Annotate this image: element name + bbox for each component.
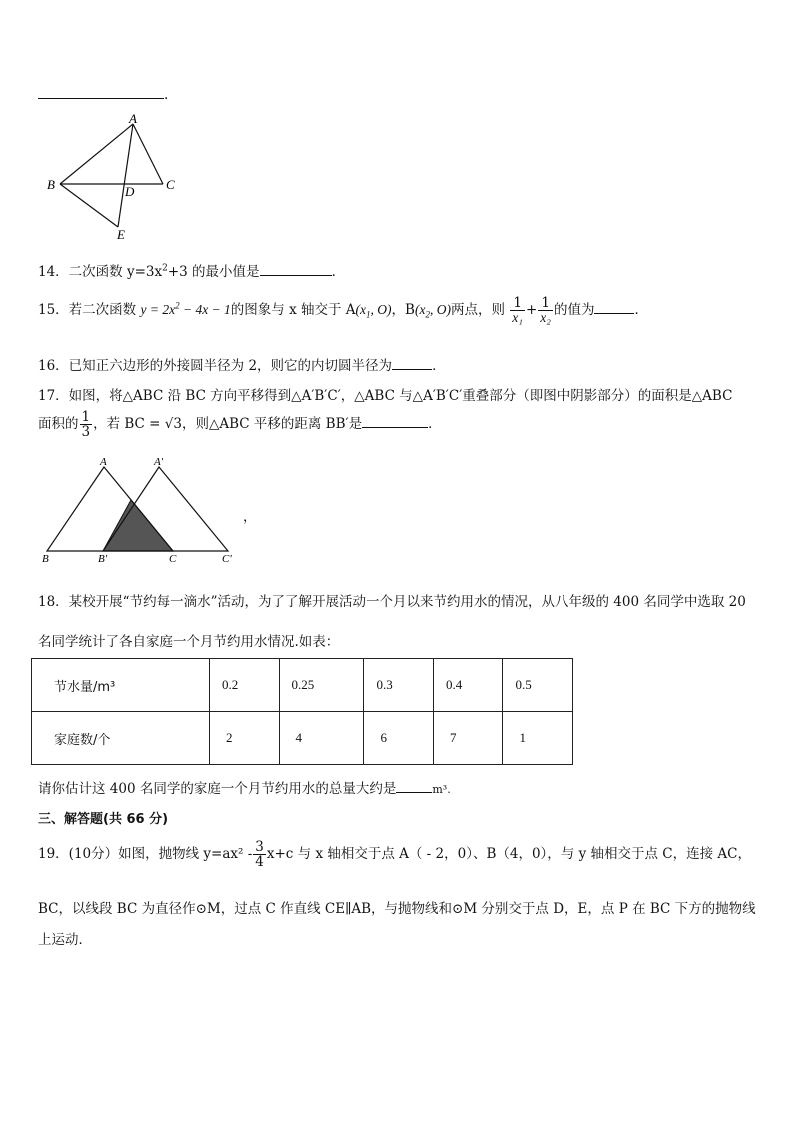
q19-line2: BC，以线段 BC 为直径作⊙M，过点 C 作直线 CE∥AB，与抛物线和⊙M 分别交于点 D，E，点 P 在 BC 下方的抛物线 [38, 901, 756, 917]
q14-text: 14．二次函数 y=3x [38, 264, 163, 280]
q15-fraction-1 [510, 296, 525, 325]
q15-point-b [414, 302, 451, 320]
q15-pb: (x [414, 302, 426, 318]
section-heading: 三、解答题(共 66 分) [38, 812, 169, 827]
q15-eq-main: y = 2x [140, 302, 176, 318]
question-19-line1 [38, 840, 751, 869]
segment-ab [60, 124, 133, 184]
table-cell: 0.2 [210, 659, 280, 712]
q15-pa: (x [355, 302, 367, 318]
q15-pb-sub: 2 [425, 309, 430, 320]
q17-answer-blank [362, 415, 428, 428]
q19-frac-den: 4 [255, 854, 264, 871]
label-b: B [42, 553, 49, 565]
q16-answer-blank [392, 357, 432, 370]
question-16 [38, 354, 446, 374]
answer-blank [38, 86, 164, 99]
q15-plus: + [525, 302, 538, 319]
label-b-prime: B' [98, 553, 108, 565]
question-17-line1 [38, 384, 732, 404]
question-15 [38, 296, 648, 325]
table-header-families: 家庭数/个 [32, 712, 210, 765]
prev-question-answer-line [38, 86, 168, 103]
table-header-water: 节水量/m³ [32, 659, 210, 712]
table-cell: 7 [433, 712, 503, 765]
question-17-line2 [38, 410, 442, 439]
segment-ac [133, 124, 163, 184]
table-cell: 1 [503, 712, 573, 765]
figure-triangle-abce [40, 112, 190, 247]
q17-fraction [80, 410, 93, 439]
label-a: A [129, 112, 137, 126]
q15-eq-sup: 2 [175, 300, 180, 311]
q19-pre: 19．(10分）如图，抛物线 y=ax² - [38, 846, 253, 863]
q18-unit: m³. [432, 783, 451, 796]
q15-prefix: 15．若二次函数 [38, 302, 137, 319]
q15-pb-rest: , O) [429, 302, 451, 318]
segment-be [60, 184, 118, 227]
question-18-line2 [38, 630, 339, 650]
q15-comma: ，B [391, 302, 415, 319]
q18-line1: 18．某校开展“节约每一滴水”活动，为了了解开展活动一个月以来节约用水的情况，从八年级的 400 名同学中选取 20 [38, 594, 746, 610]
q16-text: 16．已知正六边形的外接圆半径为 2，则它的内切圆半径为 [38, 358, 393, 374]
q15-point-a [355, 302, 392, 320]
q17-line2-mid: ，若 BC = √3，则△ABC 平移的距离 BB′是 [93, 416, 363, 433]
q19-frac-num: 3 [255, 839, 264, 855]
q15-equation [140, 302, 230, 317]
label-d: D [125, 184, 135, 199]
q15-fraction-2 [538, 296, 553, 325]
q14-end: ． [331, 264, 346, 280]
label-c: C [166, 177, 175, 192]
q18-answer-blank [396, 780, 432, 793]
table-cell: 2 [210, 712, 280, 765]
question-18-line1 [38, 590, 746, 610]
q15-f2-num: 1 [538, 296, 553, 311]
label-e: E [117, 227, 125, 242]
prev-question-end: . [164, 87, 169, 103]
q17-line1: 17．如图，将△ABC 沿 BC 方向平移得到△A′B′C′，△ABC 与△A′B′C′重叠部分（即图中阴影部分）的面积是△ABC [38, 388, 733, 404]
q19-post: x+c 与 x 轴相交于点 A（ - 2，0）、B（4，0），与 y 轴相交于点 C，连接 AC， [266, 846, 752, 863]
q18-line2: 名同学统计了各自家庭一个月节约用水情况.如表： [38, 634, 340, 650]
segment-ae [118, 124, 133, 227]
q17-line2-pre: 面积的 [38, 416, 79, 433]
q17-frac-den: 3 [81, 424, 91, 441]
q15-answer-blank [594, 301, 634, 314]
q19-fraction [253, 840, 266, 869]
q15-f1-num: 1 [510, 296, 525, 311]
q15-f2-den: x₂ [540, 310, 551, 326]
table-cell: 0.4 [433, 659, 503, 712]
figure-translated-triangles [36, 455, 266, 567]
q17-frac-num: 1 [81, 409, 91, 425]
q14-rest: +3 的最小值是 [167, 264, 260, 280]
table-row [32, 712, 573, 765]
label-a-prime: A' [154, 456, 164, 468]
q15-end: ． [634, 302, 648, 319]
q18-line3: 请你估计这 400 名同学的家庭一个月节约用水的总量大约是 [38, 781, 397, 797]
table-cell: 0.5 [503, 659, 573, 712]
q15-tail: 的值为 [553, 302, 595, 319]
label-c: C [169, 553, 177, 565]
q15-eq-rest: − 4x − 1 [179, 302, 231, 318]
q14-exponent: 2 [162, 263, 168, 274]
table-cell: 6 [364, 712, 434, 765]
q19-line3: 上运动． [38, 932, 92, 948]
label-c-prime: C' [222, 553, 232, 565]
table-cell: 0.3 [364, 659, 434, 712]
question-19-line2 [38, 897, 756, 917]
label-b: B [47, 177, 55, 192]
question-14 [38, 260, 345, 280]
q16-end: ． [432, 358, 446, 374]
table-row [32, 659, 573, 712]
label-a: A [100, 456, 107, 468]
table-cell: 0.25 [279, 659, 364, 712]
q17-end: ． [428, 416, 442, 433]
water-saving-table [31, 658, 573, 765]
q15-pa-rest: , O) [370, 302, 392, 318]
question-19-line3 [38, 928, 92, 948]
figure-comma: ， [243, 509, 257, 525]
table-cell: 4 [279, 712, 364, 765]
q15-pa-sub: 1 [366, 309, 371, 320]
q15-after: 两点，则 [450, 302, 505, 319]
q15-f1-den: x₁ [512, 310, 523, 326]
question-18-line3 [38, 777, 451, 797]
q15-mid: 的图象与 x 轴交于 A [230, 302, 356, 319]
q14-answer-blank [260, 263, 332, 276]
